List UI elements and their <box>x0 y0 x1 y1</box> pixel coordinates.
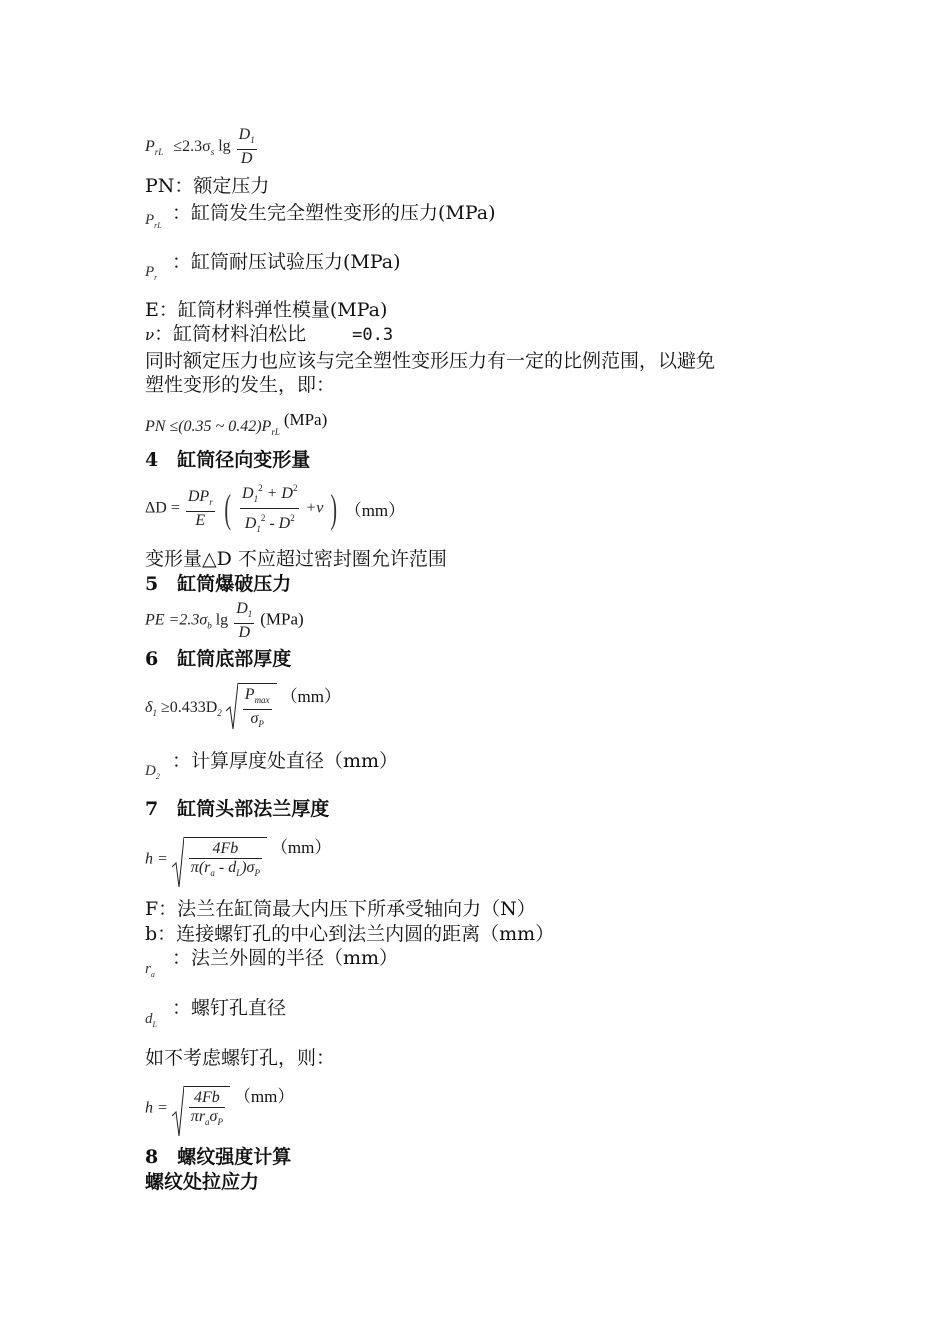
section-5-heading: 5 缸筒爆破压力 <box>145 573 292 595</box>
section-7-heading: 7 缸筒头部法兰厚度 <box>145 798 330 820</box>
f-definition: F：法兰在缸筒最大内压下所承受轴向力（N） <box>145 898 536 920</box>
d2-variable: $D_2$ <box>145 763 160 781</box>
prl-variable: $P_{rL}$ <box>145 212 162 230</box>
nu-line <box>145 322 393 347</box>
deformation-note: 变形量△D 不应超过密封圈允许范围 <box>145 548 447 570</box>
e-definition: E：缸筒材料弹性模量(MPa) <box>145 299 388 321</box>
section-8-heading: 8 螺纹强度计算 <box>145 1146 292 1168</box>
pr-variable: $P_r$ <box>145 264 158 282</box>
eq-unit: （mm） <box>233 1087 295 1106</box>
equation-flange-thickness: h = $\frac{4Fb}{\pi(r_a - d_L)\sigma_P}$ （mm） <box>145 833 331 882</box>
sqrt <box>226 683 277 733</box>
eq-fraction: $\frac{4Fb}{\pi(r_a - d_L)\sigma_P}$ <box>190 839 260 878</box>
eq-fraction: $\frac{D_1}{D}$ <box>236 600 253 641</box>
ra-variable: $r_a$ <box>145 961 155 979</box>
pn-definition: PN：额定压力 <box>145 175 270 197</box>
eq-lhs: $P_{rL}$ <box>145 137 164 157</box>
paragraph-line-2: 塑性变形的发生，即： <box>145 374 336 396</box>
sqrt <box>172 1086 230 1131</box>
section-4-heading: 4 缸筒径向变形量 <box>145 449 311 471</box>
nu-value: =0.3 <box>352 325 394 345</box>
dl-variable: $d_L$ <box>145 1011 157 1029</box>
eq-log: lg <box>218 137 231 155</box>
subsection-thread-tension: 螺纹处拉应力 <box>145 1171 260 1193</box>
eq-unit: （mm） <box>280 687 342 706</box>
pr-definition: ：缸筒耐压试验压力(MPa) <box>172 251 401 273</box>
nu-variable: ν <box>145 326 155 344</box>
prl-definition: ：缸筒发生完全塑性变形的压力(MPa) <box>172 202 496 224</box>
b-definition: b：连接螺钉孔的中心到法兰内圆的距离（mm） <box>145 923 555 945</box>
eq-fraction-outer: $\frac{DP_r}{E}$ <box>187 487 213 529</box>
left-paren: ( <box>224 485 231 531</box>
equation-bottom-thickness: $\delta_1 \ge 0.433D_2$ $\frac{P_{max}}{\sigma_P}$ （mm） <box>145 682 341 733</box>
eq-fraction: $\frac{D_1}{D}$ <box>238 126 255 167</box>
eq-fraction-inner: $\frac{D_1^2 + D^2}{D_1^2 - D^2}$ <box>240 479 299 538</box>
d2-definition: ：计算厚度处直径（mm） <box>172 750 399 772</box>
eq-unit: （mm） <box>270 838 332 857</box>
eq-unit: (MPa) <box>283 410 328 429</box>
eq-fraction: $\frac{P_{max}}{\sigma_P}$ <box>244 686 270 730</box>
equation-pn-range: PN ≤(0.35 ~ $0.42)P_{rL}$ (MPa) <box>145 410 328 437</box>
paragraph-line-1: 同时额定压力也应该与完全塑性变形压力有一定的比例范围，以避免 <box>145 350 716 372</box>
eq-unit: （mm） <box>344 501 406 520</box>
dl-definition: ：螺钉孔直径 <box>172 997 287 1019</box>
eq-unit: (MPa) <box>260 609 304 629</box>
eq-op: $\le 2.3\sigma_s$ <box>173 137 215 157</box>
equation-plastic-pressure <box>145 126 259 168</box>
nu-definition: ：缸筒材料泊松比 <box>154 323 307 345</box>
eq-plus-nu: +ν <box>305 499 324 517</box>
no-bolt-note: 如不考虑螺钉孔，则： <box>145 1047 336 1069</box>
equation-burst-pressure: PE $=2.3\sigma_b$ lg $\frac{D_1}{D}$ (MPa) <box>145 600 304 641</box>
sqrt <box>172 837 267 882</box>
equation-flange-thickness-simple: h = $\frac{4Fb}{\pi r_a\sigma_P}$ （mm） <box>145 1082 294 1131</box>
eq-lhs: ΔD = <box>145 499 180 517</box>
ra-definition: ：法兰外圆的半径（mm） <box>172 947 399 969</box>
equation-radial-deformation <box>145 479 405 541</box>
section-6-heading: 6 缸筒底部厚度 <box>145 648 292 670</box>
eq-fraction: $\frac{4Fb}{\pi r_a\sigma_P}$ <box>190 1088 223 1127</box>
right-paren: ) <box>330 485 338 531</box>
